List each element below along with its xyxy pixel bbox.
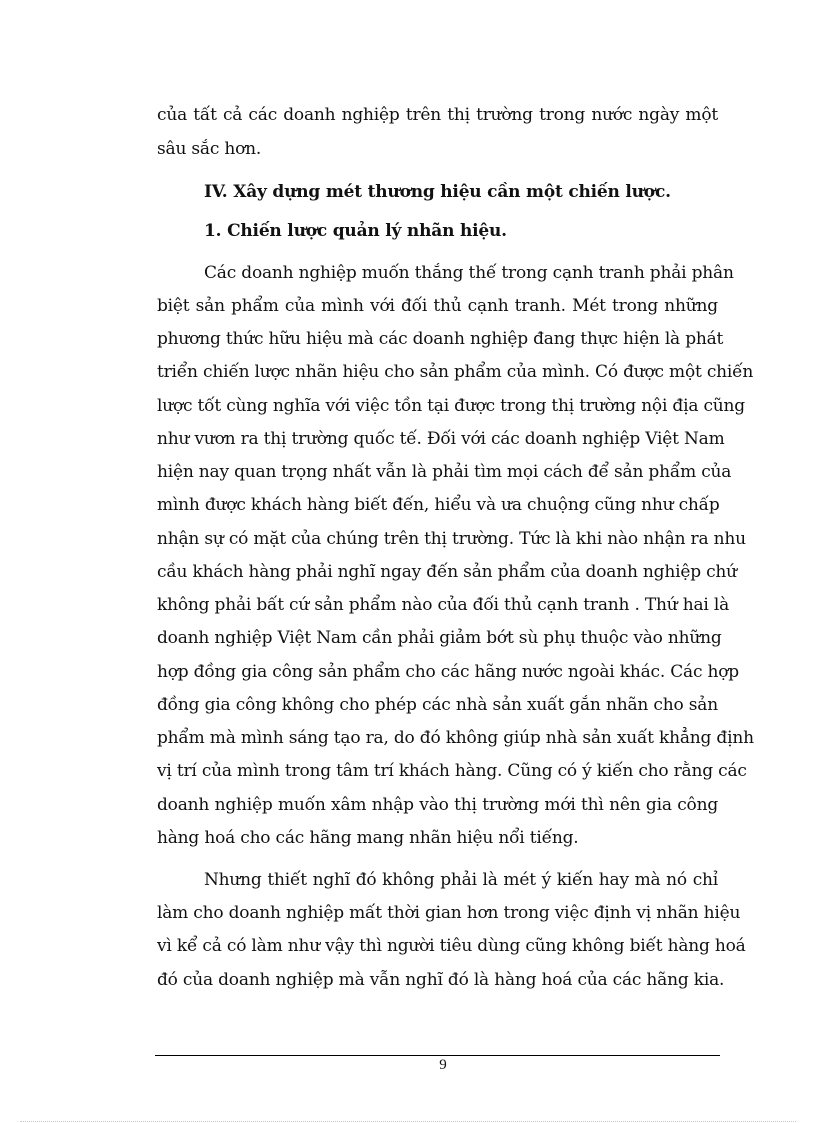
- text-line: vì kể cả có làm như vậy thì người tiêu dùng cũng không biết hàng hoá: [157, 936, 746, 956]
- text-line: của tất cả các doanh nghiệp trên thị trường trong nước ngày một: [157, 105, 718, 125]
- text-line: doanh nghiệp muốn xâm nhập vào thị trường mới thì nên gia công: [157, 795, 718, 815]
- text-line: đồng gia công không cho phép các nhà sản xuất gắn nhãn cho sản: [157, 695, 718, 715]
- text-line: như vươn ra thị trường quốc tế. Đối với các doanh nghiệp Việt Nam: [157, 429, 725, 449]
- text-line: biệt sản phẩm của mình với đối thủ cạnh tranh. Mét trong những: [157, 296, 718, 316]
- text-line: phẩm mà mình sáng tạo ra, do đó không giúp nhà sản xuất khẳng định: [157, 728, 754, 748]
- text-line: mình được khách hàng biết đến, hiểu và ưa chuộng cũng như chấp: [157, 495, 720, 515]
- text-line: hợp đồng gia công sản phẩm cho các hãng nước ngoài khác. Các hợp: [157, 662, 739, 682]
- text-line: sâu sắc hơn.: [157, 139, 262, 159]
- text-line: vị trí của mình trong tâm trí khách hàng. Cũng có ý kiến cho rằng các: [157, 761, 747, 781]
- subsection-heading: 1. Chiến lược quản lý nhãn hiệu.: [204, 221, 507, 241]
- text-line: Các doanh nghiệp muốn thắng thế trong cạnh tranh phải phân: [204, 263, 734, 283]
- text-line: phương thức hữu hiệu mà các doanh nghiệp đang thực hiện là phát: [157, 329, 724, 349]
- text-line: không phải bất cứ sản phẩm nào của đối thủ cạnh tranh . Thứ hai là: [157, 595, 730, 615]
- text-line: nhận sự có mặt của chúng trên thị trường. Tức là khi nào nhận ra nhu: [157, 529, 746, 549]
- text-line: hiện nay quan trọng nhất vẫn là phải tìm mọi cách để sản phẩm của: [157, 462, 732, 482]
- text-line: doanh nghiệp Việt Nam cần phải giảm bớt sù phụ thuộc vào những: [157, 628, 722, 648]
- text-line: lược tốt cùng nghĩa với việc tồn tại được trong thị trường nội địa cũng: [157, 396, 745, 416]
- page-bottom-border: [20, 1121, 796, 1122]
- text-line: làm cho doanh nghiệp mất thời gian hơn trong việc định vị nhãn hiệu: [157, 903, 741, 923]
- page-number: 9: [439, 1057, 447, 1073]
- section-heading: IV. Xây dựng mét thương hiệu cần một chiến lược.: [204, 182, 671, 202]
- text-line: triển chiến lược nhãn hiệu cho sản phẩm của mình. Có được một chiến: [157, 362, 754, 382]
- text-line: Nhưng thiết nghĩ đó không phải là mét ý kiến hay mà nó chỉ: [204, 870, 718, 890]
- text-line: cầu khách hàng phải nghĩ ngay đến sản phẩm của doanh nghiệp chứ: [157, 562, 737, 582]
- text-line: hàng hoá cho các hãng mang nhãn hiệu nổi tiếng.: [157, 828, 579, 848]
- footer-divider: [155, 1055, 720, 1056]
- text-line: đó của doanh nghiệp mà vẫn nghĩ đó là hàng hoá của các hãng kia.: [157, 970, 725, 990]
